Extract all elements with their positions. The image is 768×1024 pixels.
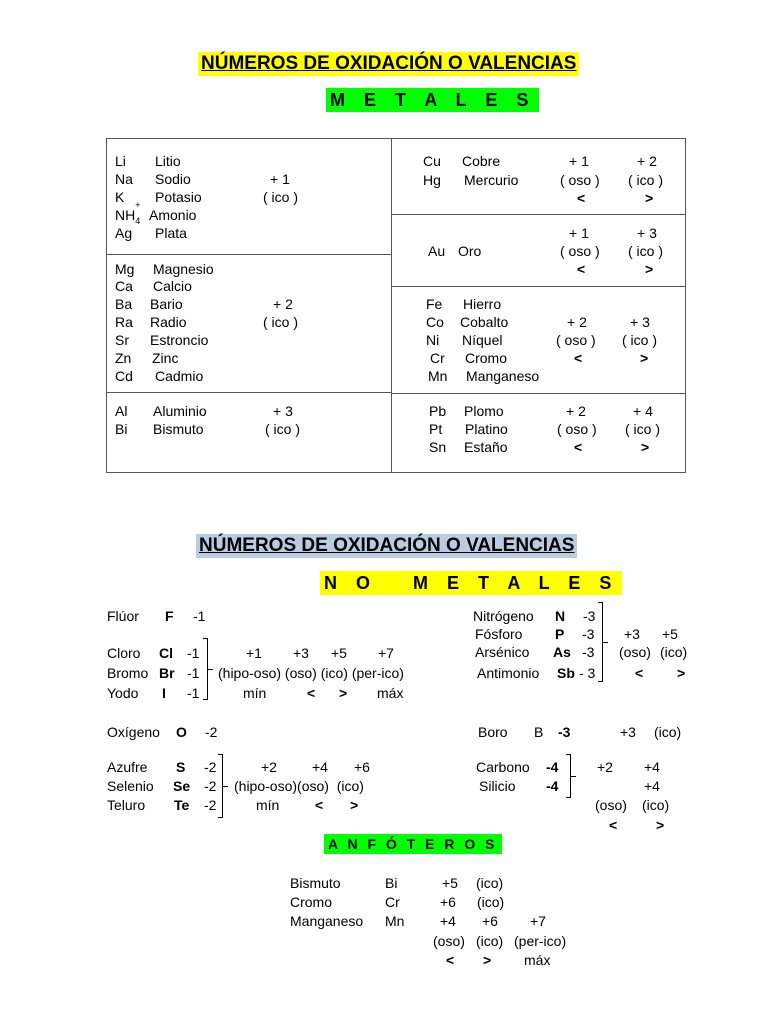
calcogen-values: (hipo-oso)(oso) (ico) bbox=[234, 778, 364, 794]
metal-title: NÚMEROS DE OXIDACIÓN O VALENCIAS bbox=[198, 52, 579, 76]
metal-subtitle: M E T A L E S bbox=[326, 88, 539, 112]
ammonium-symbol: $NH_4^+$ bbox=[115, 200, 141, 226]
brace-icon bbox=[598, 602, 603, 682]
brace-icon bbox=[566, 754, 571, 798]
brace-icon bbox=[203, 638, 208, 700]
nometal-subtitle: N O M E T A L E S bbox=[320, 571, 622, 595]
anfoteros-subtitle: A N F Ó T E R O S bbox=[324, 834, 502, 854]
brace-icon bbox=[218, 754, 223, 818]
nometal-title: NÚMEROS DE OXIDACIÓN O VALENCIAS bbox=[196, 534, 577, 558]
